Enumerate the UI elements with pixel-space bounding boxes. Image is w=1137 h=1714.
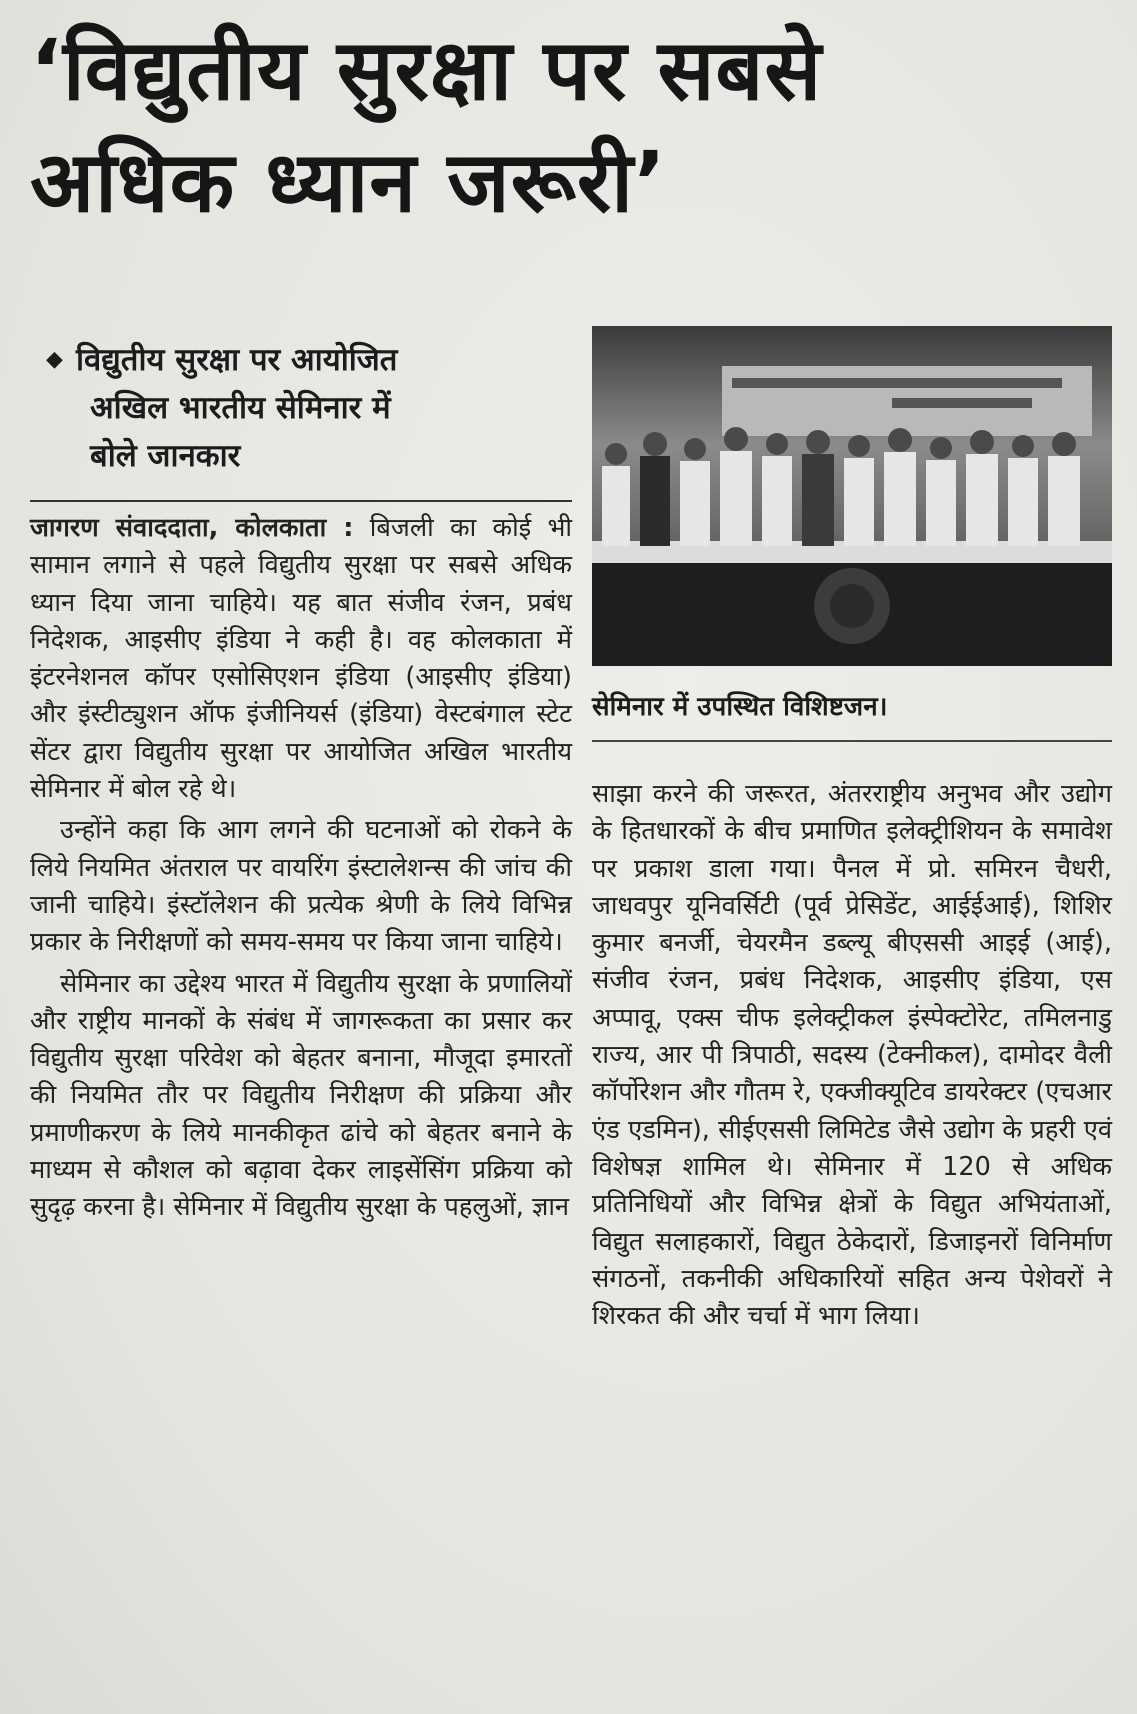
paragraph-2: उन्होंने कहा कि आग लगने की घटनाओं को रोकने के लिये नियमित अंतराल पर वायरिंग इंस्टालेशन्स की जांच की जानी चाहिये। इंस्टॉलेशन की प्रत्येक श्रेणी के लिये विभिन्न प्रकार के निरीक्षणों को समय-समय पर किया जाना चाहिये। — [30, 815, 572, 958]
headline — [30, 14, 1120, 238]
article-column-2 — [592, 776, 1112, 1339]
paragraph-3-continued: साझा करने की जरूरत, अंतरराष्ट्रीय अनुभव और उद्योग के हितधारकों के बीच प्रमाणित इलेक्ट्रीशियन के समावेश पर प्रकाश डाला गया। पैनल में प्रो. समिरन चैधरी, जाधवपुर यूनिवर्सिटी (पूर्व प्रेसिडेंट, आईईआई), शिशिर कुमार बनर्जी, चेयरमैन डब्ल्यू बीएससी आइई (आई), संजीव रंजन, प्रबंध निदेशक, आइसीए इंडिया, एस अप्पावू, एक्स चीफ इलेक्ट्रीकल इंस्पेक्टोरेट, तमिलनाडु राज्य, आर पी त्रिपाठी, सदस्य (टेक्नीकल), दामोदर वैली कॉर्पोरेशन और गौतम रे, एक्जीक्यूटिव डायरेक्टर (एचआर एंड एडमिन), सीईएससी लिमिटेड जैसे उद्योग के प्रहरी एवं विशेषज्ञ शामिल थे। सेमिनार में 120 से अधिक प्रतिनिधियों और विभिन्न क्षेत्रों के विद्युत अभियंताओं, विद्युत सलाहकारों, विद्युत ठेकेदारों, डिजाइनरों विनिर्माण संगठनों, तकनीकी अधिकारियों सहित अन्य पेशेवरों ने शिरकत की और चर्चा में भाग लिया। — [592, 779, 1112, 1332]
diamond-bullet-icon: ◆ — [46, 347, 63, 372]
seminar-photo-image — [592, 326, 1112, 666]
subheadline-line-2: अखिल भारतीय सेमिनार में — [90, 390, 391, 426]
seminar-photo — [592, 326, 1112, 666]
article-column-1 — [30, 510, 572, 1231]
caption-divider — [592, 740, 1112, 742]
byline: जागरण संवाददाता, कोलकाता : — [30, 513, 354, 543]
headline-line-2: अधिक ध्यान जरूरी’ — [30, 133, 667, 231]
subheadline-line-1: विद्युतीय सुरक्षा पर आयोजित — [76, 342, 398, 378]
paragraph-3: सेमिनार का उद्देश्य भारत में विद्युतीय सुरक्षा के प्रणालियों और राष्ट्रीय मानकों के संबंध में जागरूकता का प्रसार कर विद्युतीय सुरक्षा परिवेश को बेहतर बनाना, मौजूदा इमारतों की नियमित तौर पर विद्युतीय निरीक्षण की प्रक्रिया और प्रमाणीकरण के लिये मानकीकृत ढांचे को बेहतर बनाने के माध्यम से कौशल को बढ़ावा देकर लाइसेंसिंग प्रक्रिया को सुदृढ़ करना है। सेमिनार में विद्युतीय सुरक्षा के पहलुओं, ज्ञान — [30, 968, 572, 1223]
paragraph-1 — [30, 510, 572, 808]
paragraph-1-text: बिजली का कोई भी सामान लगाने से पहले विद्युतीय सुरक्षा पर सबसे अधिक ध्यान दिया जाना चाहिये। यह बात संजीव रंजन, प्रबंध निदेशक, आइसीए इंडिया ने कही है। वह कोलकाता में इंटरनेशनल कॉपर एसोसिएशन इंडिया (आइसीए इंडिया) और इंस्टीट्युशन ऑफ इंजीनियर्स (इंडिया) वेस्टबंगाल स्टेट सेंटर द्वारा विद्युतीय सुरक्षा पर आयोजित अखिल भारतीय सेमिनार में बोल रहे थे। — [30, 513, 573, 805]
subheadline — [46, 336, 566, 480]
subheadline-line-3: बोले जानकार — [90, 438, 241, 474]
photo-caption: सेमिनार में उपस्थित विशिष्टजन। — [592, 692, 888, 722]
divider — [30, 500, 572, 502]
headline-line-1: ‘विद्युतीय सुरक्षा पर सबसे — [30, 21, 823, 119]
